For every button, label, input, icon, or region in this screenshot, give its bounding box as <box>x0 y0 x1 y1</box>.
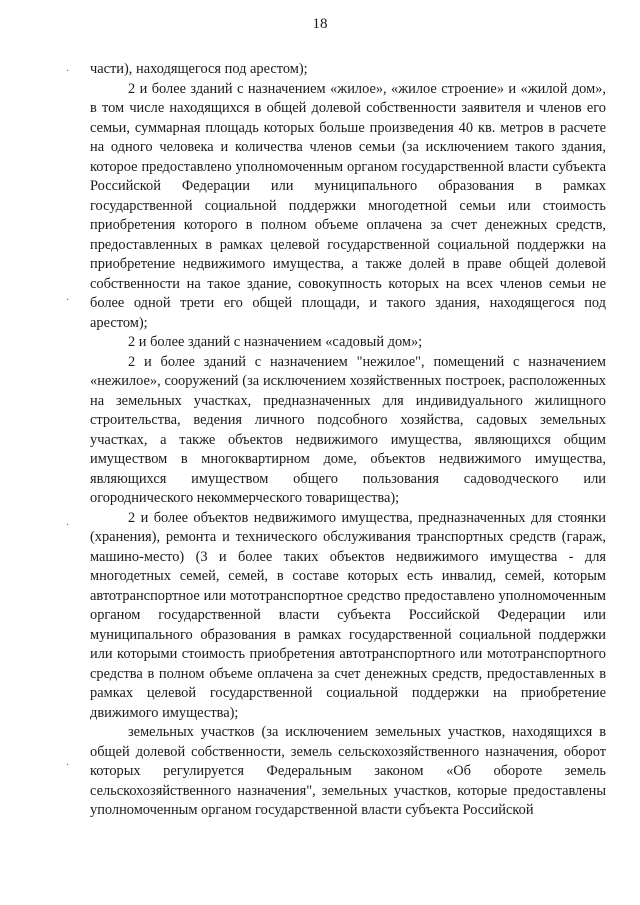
paragraph: 2 и более зданий с назначением «садовый дом»; <box>128 334 423 350</box>
paragraph: части), находящегося под арестом); <box>90 61 308 77</box>
page-number: 18 <box>312 16 328 32</box>
paragraph: 2 и более зданий с назначением «жилое», «жилое строение» и «жилой дом», в том числе находящихся в общей долевой собственности заявителя и членов его семьи, суммарная площадь которых больше произведения 40 кв. метров в расчете на одного человека и количества членов семьи (за исключением такого здания, которое предоставлено уполномоченным органом государственной власти субъекта Российской Федерации или муниципального образования в рамках государственной социальной поддержки многодетной семьи или стоимость приобретения которого в полном объеме оплачена за счет денежных средств, предоставленных в рамках целевой государственной социальной поддержки на приобретение недвижимого имущества, а также долей в праве общей долевой собственности на такое здание, совокупность которых на всех членов семьи не более одной трети его общей площади, и такого здания, находящегося под арестом); <box>90 80 606 331</box>
paragraph: 2 и более зданий с назначением "нежилое", помещений с назначением «нежилое», сооружений (за исключением хозяйственных построек, расположенных на земельных участках, предназначенных для индивидуального жилищного строительства, ведения личного подсобного хозяйства, садовых земельных участках, а также объектов недвижимого имущества, являющихся общим имуществом в многоквартирном доме, объектов недвижимого имущества, являющихся имуществом общего пользования садоводческого или огороднического некоммерческого товарищества); <box>90 353 606 506</box>
paragraph: земельных участков (за исключением земельных участков, находящихся в общей долевой собственности, земель сельскохозяйственного назначения, оборот которых регулируется Федеральным законом «Об обороте земель сельскохозяйственного назначения", земельных участков, которые предоставлены уполномоченным органом государственной власти субъекта Российской <box>90 724 606 818</box>
margin-mark: · <box>66 520 70 531</box>
document-body <box>90 60 606 821</box>
margin-mark: · <box>66 66 70 77</box>
margin-mark: · <box>66 295 70 306</box>
margin-mark: · <box>66 760 70 771</box>
paragraph: 2 и более объектов недвижимого имущества, предназначенных для стоянки (хранения), ремонта и технического обслуживания транспортных средств (гараж, машино-место) (3 и более таких объектов недвижимого имущества - для многодетных семей, семей, в составе которых есть инвалид, семей, которым автотранспортное или мототранспортное средство предоставлено уполномоченным органом государственной власти субъекта Российской Федерации или муниципального образования в рамках государственной социальной поддержки или которыми стоимость приобретения автотранспортного или мототранспортного средства в полном объеме оплачена за счет денежных средств, предоставленных в рамках целевой государственной социальной поддержки на приобретение движимого имущества); <box>90 509 606 721</box>
